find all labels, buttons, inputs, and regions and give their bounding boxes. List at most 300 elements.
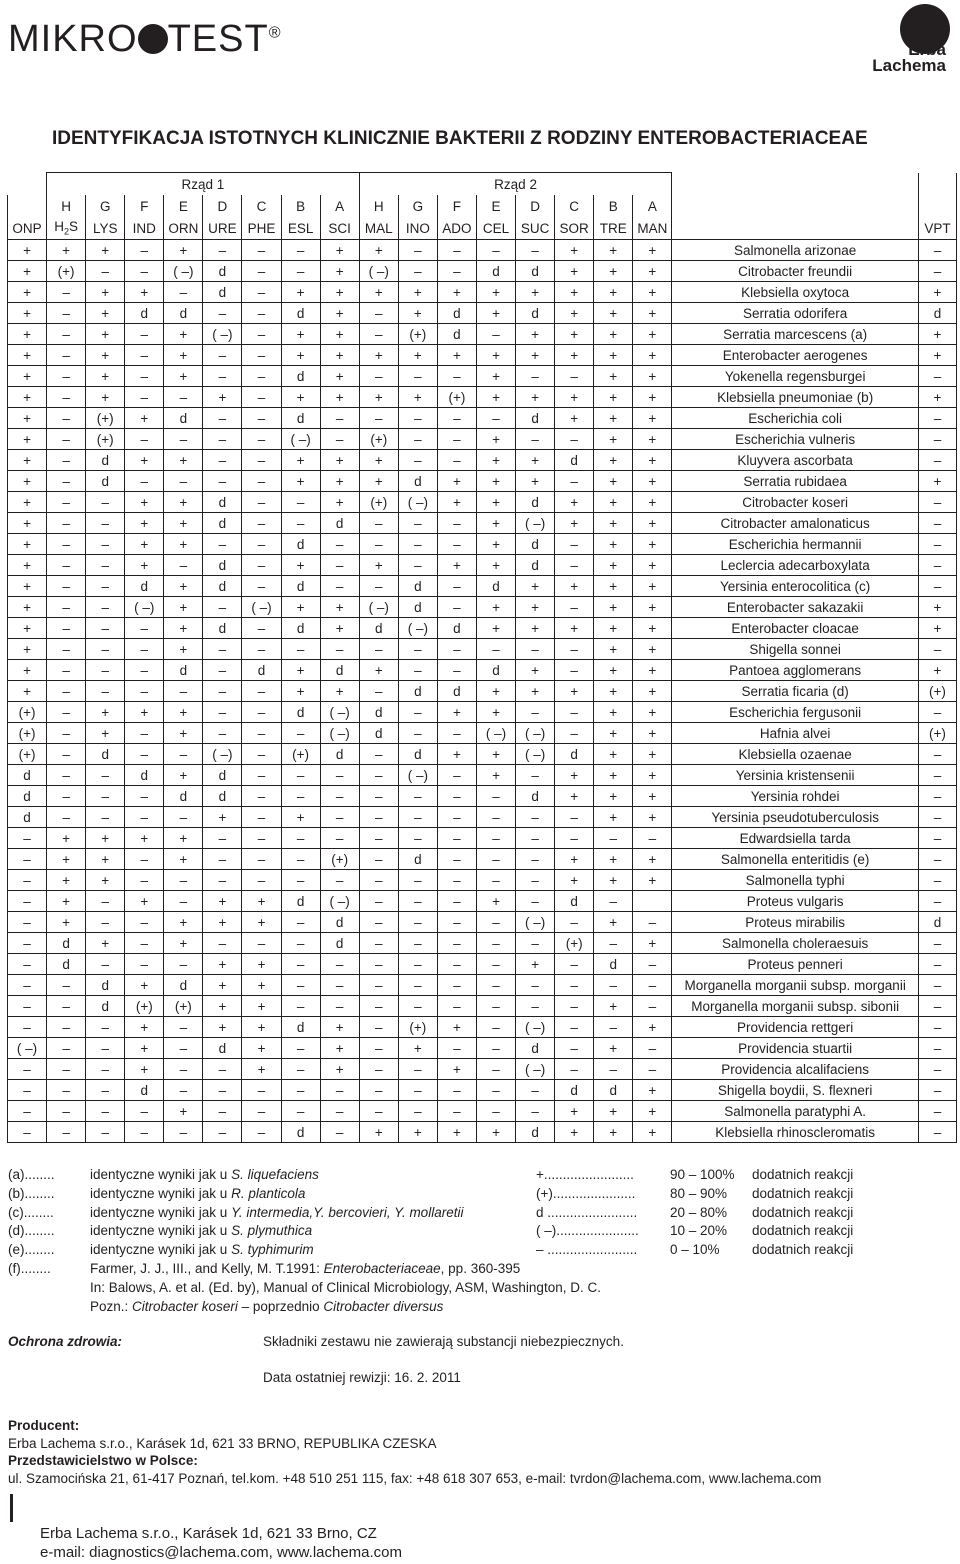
result-cell: + (594, 492, 633, 513)
result-cell: – (242, 639, 281, 660)
result-cell: – (47, 723, 86, 744)
result-cell: + (8, 240, 47, 261)
footnote-key-label: (e) (8, 1242, 25, 1258)
result-cell: – (476, 324, 515, 345)
vpt-cell: – (918, 1059, 956, 1080)
result-cell: + (125, 1017, 164, 1038)
result-cell: + (320, 1038, 359, 1059)
note-line (8, 1298, 601, 1317)
result-cell: + (125, 408, 164, 429)
result-cell: – (516, 828, 555, 849)
result-cell: – (359, 891, 398, 912)
result-cell: ( –) (398, 618, 437, 639)
result-cell: – (633, 954, 672, 975)
footnote-italic: Enterobacteriaceae (323, 1260, 441, 1276)
result-cell: – (437, 366, 476, 387)
result-cell: – (281, 1101, 320, 1122)
footnotes (8, 1166, 601, 1316)
result-cell: – (398, 723, 437, 744)
table-row (8, 870, 957, 891)
organism-name: Salmonella choleraesuis (672, 933, 919, 954)
result-cell: + (86, 723, 125, 744)
reference-line2: In: Balows, A. et al. (Ed. by), Manual of Clinical Microbiology, ASM, Washington, D. C. (90, 1279, 601, 1295)
result-cell: + (164, 723, 203, 744)
vpt-cell: – (918, 1080, 956, 1101)
result-cell: – (555, 660, 594, 681)
result-cell: + (633, 513, 672, 534)
table-row (8, 576, 957, 597)
result-cell: – (125, 870, 164, 891)
table-row (8, 912, 957, 933)
table-row (8, 471, 957, 492)
result-cell: + (320, 282, 359, 303)
result-cell: + (398, 387, 437, 408)
result-cell: + (242, 1017, 281, 1038)
result-cell: – (281, 639, 320, 660)
result-cell: – (125, 954, 164, 975)
result-cell: – (437, 261, 476, 282)
result-cell: – (281, 513, 320, 534)
result-cell: – (320, 1080, 359, 1101)
result-cell: – (203, 1059, 242, 1080)
footnote-italic: S. typhimurim (231, 1242, 314, 1258)
result-cell: – (437, 597, 476, 618)
vpt-cell: d (918, 303, 956, 324)
result-cell: d (47, 933, 86, 954)
result-cell: d (203, 786, 242, 807)
result-cell: d (555, 744, 594, 765)
column-code: URE (203, 217, 242, 240)
column-code-h2s (47, 217, 86, 240)
result-cell: – (8, 912, 47, 933)
result-cell: – (242, 1080, 281, 1101)
result-cell: – (242, 555, 281, 576)
result-cell: – (281, 786, 320, 807)
result-cell: – (47, 492, 86, 513)
result-cell: + (594, 849, 633, 870)
table-row (8, 282, 957, 303)
result-cell: – (281, 849, 320, 870)
result-cell: – (359, 1017, 398, 1038)
result-cell: + (594, 408, 633, 429)
result-cell: + (476, 744, 515, 765)
result-cell: – (594, 1017, 633, 1038)
result-cell: ( –) (516, 1059, 555, 1080)
footnote-italic: R. planticola (231, 1185, 306, 1201)
result-cell: – (633, 1059, 672, 1080)
erba-lachema-logo (854, 4, 954, 75)
footer-line2: e-mail: diagnostics@lachema.com, www.lachema.com (40, 1544, 403, 1561)
result-cell: – (437, 576, 476, 597)
result-cell: + (125, 450, 164, 471)
result-cell: + (242, 954, 281, 975)
result-cell: – (320, 576, 359, 597)
legend-symbol: d ........................ (536, 1204, 638, 1220)
producer-label: Producent: (8, 1418, 80, 1433)
result-cell: + (242, 975, 281, 996)
result-cell: + (125, 702, 164, 723)
result-cell: + (8, 345, 47, 366)
result-cell: + (633, 786, 672, 807)
result-cell: + (437, 555, 476, 576)
result-cell: – (516, 639, 555, 660)
result-cell: – (203, 723, 242, 744)
result-cell: ( –) (320, 891, 359, 912)
result-cell: + (633, 597, 672, 618)
column-letter: B (594, 195, 633, 217)
result-cell: – (164, 282, 203, 303)
result-cell: + (8, 576, 47, 597)
result-cell: – (242, 513, 281, 534)
vpt-cell: – (918, 1017, 956, 1038)
result-cell: – (359, 1101, 398, 1122)
result-cell: d (86, 996, 125, 1017)
representative-address: ul. Szamocińska 21, 61-417 Poznań, tel.kom. +48 510 251 115, fax: +48 618 307 653, e-mail: tvrdon@lachema.com, www.lachema.com (8, 1471, 822, 1486)
result-cell: – (320, 954, 359, 975)
result-cell: – (320, 555, 359, 576)
result-cell: + (125, 492, 164, 513)
result-cell: + (281, 597, 320, 618)
result-cell: + (8, 639, 47, 660)
result-cell: – (242, 1122, 281, 1143)
table-row (8, 954, 957, 975)
result-cell: – (125, 1122, 164, 1143)
result-cell: – (125, 345, 164, 366)
result-cell: – (633, 828, 672, 849)
table-row (8, 975, 957, 996)
result-cell: + (555, 576, 594, 597)
result-cell: – (47, 450, 86, 471)
result-cell: d (476, 261, 515, 282)
footnote-text: identyczne wyniki jak u (90, 1204, 232, 1220)
result-cell: – (47, 303, 86, 324)
result-cell: – (242, 429, 281, 450)
result-cell: d (516, 534, 555, 555)
result-cell: – (86, 555, 125, 576)
vpt-cell: – (918, 933, 956, 954)
result-cell: – (476, 975, 515, 996)
result-cell: – (47, 366, 86, 387)
result-cell: – (86, 1122, 125, 1143)
result-cell: – (594, 891, 633, 912)
organism-name: Escherichia hermannii (672, 534, 919, 555)
table-row (8, 744, 957, 765)
result-cell: + (516, 954, 555, 975)
result-cell: – (398, 786, 437, 807)
result-cell: + (555, 240, 594, 261)
result-cell: – (8, 1101, 47, 1122)
result-cell: – (476, 786, 515, 807)
result-cell: d (320, 513, 359, 534)
result-cell: (+) (359, 492, 398, 513)
logo-right-line2: Lachema (872, 56, 946, 75)
legend-range: 0 – 10% (670, 1242, 720, 1258)
organism-name: Citrobacter koseri (672, 492, 919, 513)
result-cell: – (125, 639, 164, 660)
result-cell: + (633, 744, 672, 765)
result-cell: – (398, 933, 437, 954)
result-cell: d (320, 660, 359, 681)
result-cell: + (8, 681, 47, 702)
result-cell: – (437, 828, 476, 849)
legend-symbol: ( –)...................... (536, 1223, 639, 1239)
result-cell: – (594, 1059, 633, 1080)
vpt-cell: – (918, 807, 956, 828)
column-letter: H (47, 195, 86, 217)
result-cell: – (203, 597, 242, 618)
result-cell: (+) (47, 261, 86, 282)
result-cell: + (203, 891, 242, 912)
result-cell: + (633, 282, 672, 303)
result-cell: d (476, 576, 515, 597)
result-cell: d (47, 954, 86, 975)
result-cell: + (86, 240, 125, 261)
vpt-cell: – (918, 513, 956, 534)
result-cell: ( –) (203, 324, 242, 345)
result-cell: – (125, 912, 164, 933)
result-cell: – (476, 1038, 515, 1059)
result-cell: + (281, 450, 320, 471)
result-cell: d (594, 954, 633, 975)
organism-name: Edwardsiella tarda (672, 828, 919, 849)
organism-name: Citrobacter amalonaticus (672, 513, 919, 534)
result-cell: – (242, 618, 281, 639)
result-cell: + (164, 240, 203, 261)
result-cell: – (86, 1038, 125, 1059)
vpt-cell: – (918, 639, 956, 660)
organism-name: Klebsiella rhinoscleromatis (672, 1122, 919, 1143)
result-cell: + (594, 912, 633, 933)
result-cell: ( –) (359, 261, 398, 282)
table-row (8, 1038, 957, 1059)
h2s-label-h: H (54, 219, 64, 235)
result-cell: – (398, 261, 437, 282)
column-code: ADO (437, 217, 476, 240)
result-cell: d (516, 1038, 555, 1059)
result-cell: – (281, 240, 320, 261)
result-cell: + (594, 681, 633, 702)
result-cell: – (437, 849, 476, 870)
result-cell: + (320, 366, 359, 387)
result-cell: – (398, 1101, 437, 1122)
result-cell: – (242, 870, 281, 891)
table-row (8, 534, 957, 555)
result-cell: – (398, 996, 437, 1017)
result-cell: – (203, 1080, 242, 1101)
result-cell: d (516, 303, 555, 324)
result-cell: + (47, 891, 86, 912)
result-cell: – (555, 1017, 594, 1038)
result-cell: – (437, 891, 476, 912)
result-cell: + (516, 681, 555, 702)
result-cell: + (398, 282, 437, 303)
table-row (8, 618, 957, 639)
result-cell: – (164, 1080, 203, 1101)
legend-symbol: +........................ (536, 1167, 634, 1182)
result-cell: + (555, 849, 594, 870)
result-cell: – (437, 1101, 476, 1122)
result-cell: – (359, 912, 398, 933)
result-cell: – (47, 660, 86, 681)
organism-name: Escherichia vulneris (672, 429, 919, 450)
health-label: Ochrona zdrowia: (8, 1334, 123, 1349)
column-code: PHE (242, 217, 281, 240)
result-cell: + (633, 450, 672, 471)
result-cell: – (476, 807, 515, 828)
result-cell: d (281, 576, 320, 597)
result-cell: – (398, 975, 437, 996)
result-cell: – (281, 765, 320, 786)
column-code: IND (125, 217, 164, 240)
result-cell: – (242, 282, 281, 303)
result-cell: d (281, 702, 320, 723)
result-cell: – (516, 975, 555, 996)
result-cell: – (437, 639, 476, 660)
result-cell: + (476, 618, 515, 639)
result-cell: – (437, 996, 476, 1017)
legend-item (536, 1222, 853, 1241)
result-cell: – (555, 912, 594, 933)
result-cell: + (633, 387, 672, 408)
result-cell: + (594, 1038, 633, 1059)
organism-name: Yersinia pseudotuberculosis (672, 807, 919, 828)
result-cell: + (476, 702, 515, 723)
result-cell: – (242, 681, 281, 702)
result-cell: + (594, 639, 633, 660)
table-row (8, 1080, 957, 1101)
result-cell: – (203, 1122, 242, 1143)
result-cell: (+) (281, 744, 320, 765)
table-row (8, 324, 957, 345)
result-cell: – (86, 261, 125, 282)
result-cell: + (203, 387, 242, 408)
result-cell: + (8, 261, 47, 282)
result-cell: – (359, 975, 398, 996)
result-cell: – (555, 555, 594, 576)
result-cell: – (398, 1080, 437, 1101)
result-cell: – (86, 1017, 125, 1038)
result-cell: – (437, 429, 476, 450)
legend-text: dodatnich reakcji (752, 1167, 854, 1182)
result-cell: – (359, 513, 398, 534)
result-cell: – (281, 933, 320, 954)
result-cell (633, 891, 672, 912)
result-cell: + (476, 366, 515, 387)
result-cell: + (242, 891, 281, 912)
column-letter: D (516, 195, 555, 217)
result-cell: – (437, 807, 476, 828)
result-cell: + (47, 828, 86, 849)
vpt-cell: + (918, 618, 956, 639)
result-cell: – (8, 849, 47, 870)
result-cell: + (594, 261, 633, 282)
result-cell: + (555, 1122, 594, 1143)
result-cell: + (437, 702, 476, 723)
result-cell: – (125, 723, 164, 744)
result-cell: – (86, 1101, 125, 1122)
result-cell: + (476, 345, 515, 366)
legend-text: dodatnich reakcji (752, 1204, 854, 1220)
result-cell: + (476, 555, 515, 576)
result-cell: – (476, 996, 515, 1017)
result-cell: – (398, 702, 437, 723)
column-code: CEL (476, 217, 515, 240)
result-cell: – (86, 534, 125, 555)
footnote-key-label: (f) (8, 1260, 21, 1276)
result-cell: d (8, 786, 47, 807)
organism-name: Klebsiella ozaenae (672, 744, 919, 765)
result-cell: – (476, 870, 515, 891)
result-cell: + (164, 828, 203, 849)
result-cell: – (398, 807, 437, 828)
result-cell: – (555, 702, 594, 723)
result-cell: + (476, 534, 515, 555)
vpt-cell: – (918, 975, 956, 996)
table-row (8, 555, 957, 576)
header-blank (918, 195, 956, 217)
result-cell: – (164, 471, 203, 492)
result-cell: – (359, 681, 398, 702)
organism-name: Klebsiella oxytoca (672, 282, 919, 303)
result-cell: – (8, 1017, 47, 1038)
result-cell: d (516, 408, 555, 429)
result-cell: + (359, 471, 398, 492)
organism-name: Kluyvera ascorbata (672, 450, 919, 471)
result-cell: + (125, 1038, 164, 1059)
result-cell: – (320, 870, 359, 891)
result-cell: ( –) (125, 597, 164, 618)
result-cell: + (320, 261, 359, 282)
result-cell: + (633, 681, 672, 702)
table-row (8, 1101, 957, 1122)
identification-table (7, 172, 957, 1143)
result-cell: d (555, 1080, 594, 1101)
vpt-cell: – (918, 828, 956, 849)
result-cell: – (47, 1059, 86, 1080)
result-cell: – (8, 954, 47, 975)
result-cell: + (164, 849, 203, 870)
result-cell: d (86, 471, 125, 492)
legend-symbol: – ........................ (536, 1242, 638, 1258)
organism-name: Salmonella arizonae (672, 240, 919, 261)
result-cell: – (476, 1059, 515, 1080)
result-cell: – (281, 954, 320, 975)
organism-name: Yersinia rohdei (672, 786, 919, 807)
result-cell: – (47, 1101, 86, 1122)
result-cell: – (86, 1059, 125, 1080)
table-row (8, 786, 957, 807)
result-cell: – (476, 954, 515, 975)
result-cell: – (359, 870, 398, 891)
result-cell: + (516, 450, 555, 471)
result-cell: + (8, 282, 47, 303)
result-cell: + (437, 1122, 476, 1143)
result-cell: – (476, 1017, 515, 1038)
result-cell: + (320, 303, 359, 324)
result-cell: + (125, 534, 164, 555)
producer-address: Erba Lachema s.r.o., Karásek 1d, 621 33 BRNO, REPUBLIKA CZESKA (8, 1436, 437, 1451)
footnote-dots: ........ (24, 1242, 55, 1258)
result-cell: – (8, 870, 47, 891)
result-cell: d (8, 807, 47, 828)
result-cell: – (516, 240, 555, 261)
result-cell: – (125, 849, 164, 870)
result-cell: + (633, 1122, 672, 1143)
organism-name: Enterobacter sakazakii (672, 597, 919, 618)
result-cell: d (281, 891, 320, 912)
result-cell: – (555, 471, 594, 492)
result-cell: – (555, 723, 594, 744)
